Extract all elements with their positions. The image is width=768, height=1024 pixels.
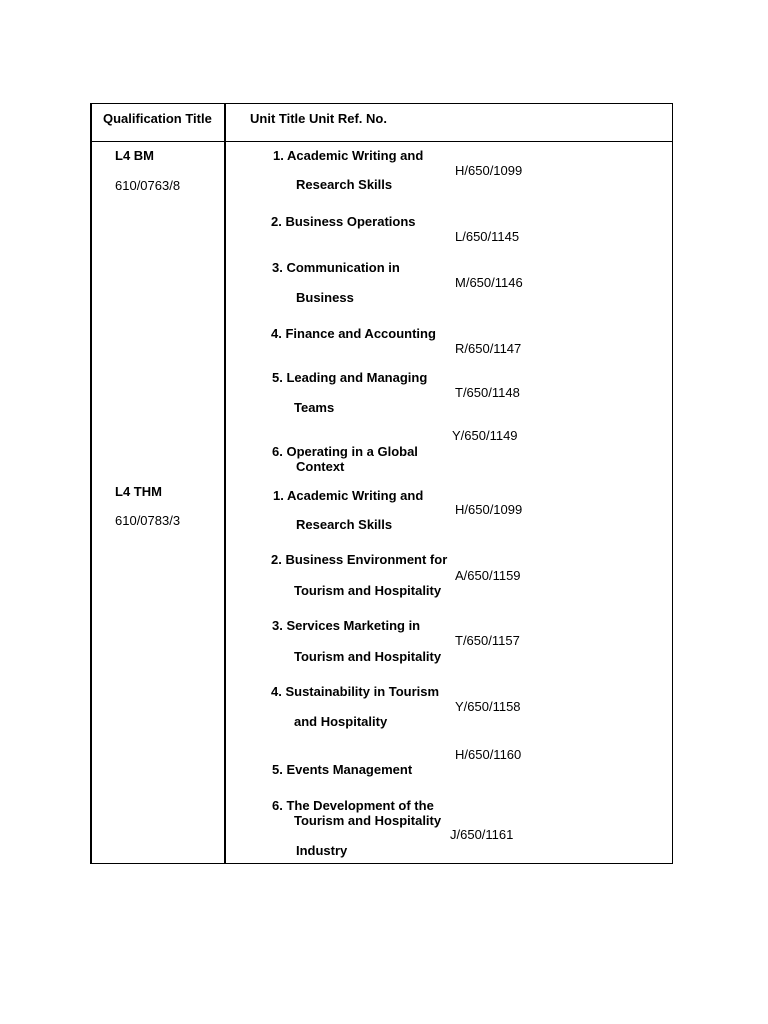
unit-title: 2. Business Environment for <box>271 552 448 567</box>
table-border-bottom <box>90 863 673 864</box>
qualification-name: L4 THM <box>115 484 162 499</box>
unit-title-cont: Tourism and Hospitality <box>294 583 442 598</box>
unit-ref: H/650/1099 <box>455 163 523 178</box>
unit-title-cont: Business <box>296 290 354 305</box>
unit-title: 1. Academic Writing and <box>273 488 424 503</box>
unit-title: 4. Sustainability in Tourism <box>271 684 440 699</box>
unit-ref: M/650/1146 <box>455 275 523 290</box>
unit-title: 6. The Development of the <box>272 798 434 813</box>
unit-title-cont: Research Skills <box>296 517 393 532</box>
unit-title: 2. Business Operations <box>271 214 416 229</box>
unit-ref: Y/650/1149 <box>452 428 518 443</box>
unit-title: 3. Services Marketing in <box>272 618 421 633</box>
unit-title-cont: Research Skills <box>296 177 393 192</box>
unit-title-cont: Context <box>296 459 345 474</box>
unit-title-cont: Teams <box>294 400 335 415</box>
unit-ref: H/650/1160 <box>455 747 522 762</box>
table-border-right <box>672 103 673 864</box>
unit-ref: R/650/1147 <box>455 341 522 356</box>
unit-title: 5. Events Management <box>272 762 413 777</box>
unit-title: 3. Communication in <box>272 260 400 275</box>
qualification-name: L4 BM <box>115 148 154 163</box>
unit-ref: T/650/1157 <box>455 633 520 648</box>
unit-title-cont: Industry <box>296 843 348 858</box>
header-unit-title-ref: Unit Title Unit Ref. No. <box>250 111 387 126</box>
header-divider <box>90 141 673 142</box>
qualification-code: 610/0783/3 <box>115 513 181 528</box>
table-border-top <box>90 103 673 104</box>
unit-title: 4. Finance and Accounting <box>271 326 436 341</box>
unit-title: 5. Leading and Managing <box>272 370 428 385</box>
unit-title-cont: Tourism and Hospitality <box>294 813 442 828</box>
unit-ref: J/650/1161 <box>450 827 514 842</box>
unit-title: 6. Operating in a Global <box>272 444 418 459</box>
column-divider <box>224 103 226 864</box>
unit-ref: H/650/1099 <box>455 502 523 517</box>
unit-title-cont: and Hospitality <box>294 714 388 729</box>
header-qualification-title: Qualification Title <box>103 111 212 126</box>
unit-ref: T/650/1148 <box>455 385 520 400</box>
qualification-code: 610/0763/8 <box>115 178 181 193</box>
table-border-left <box>90 103 92 864</box>
unit-ref: Y/650/1158 <box>455 699 521 714</box>
unit-title-cont: Tourism and Hospitality <box>294 649 442 664</box>
unit-title: 1. Academic Writing and <box>273 148 424 163</box>
unit-ref: L/650/1145 <box>455 229 520 244</box>
unit-ref: A/650/1159 <box>455 568 521 583</box>
